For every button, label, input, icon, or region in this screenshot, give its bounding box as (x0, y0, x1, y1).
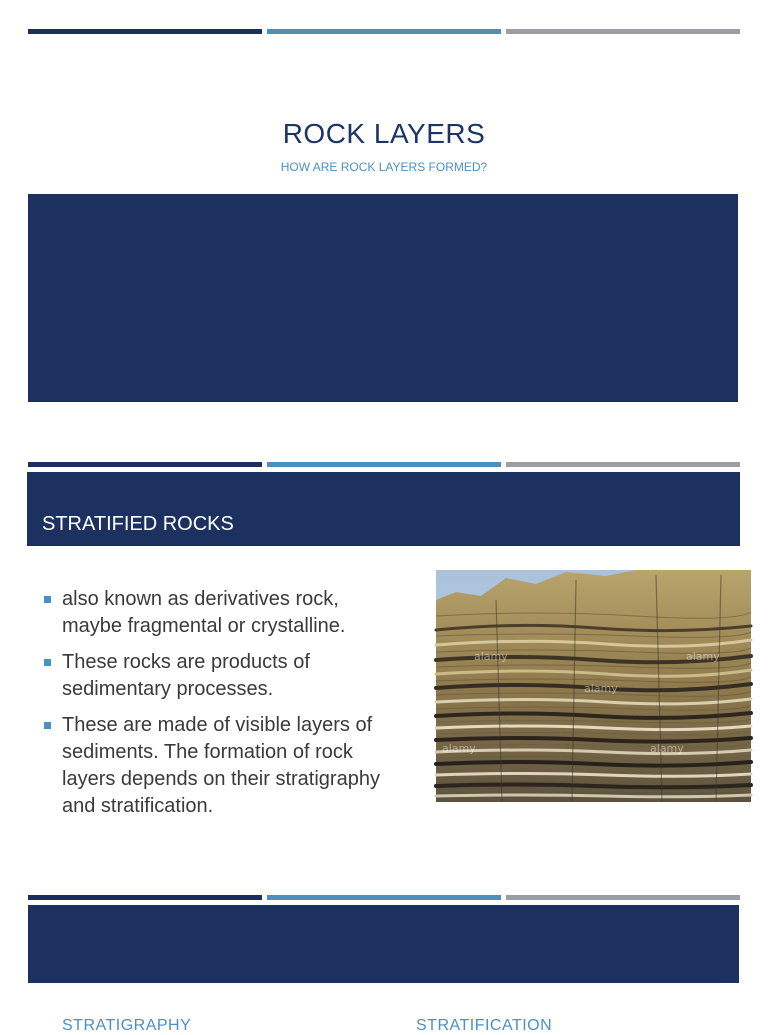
bullet-list (42, 586, 402, 829)
square-bullet-icon (44, 596, 51, 603)
accent-bar-top (28, 29, 740, 34)
svg-text:alamy: alamy (650, 742, 684, 755)
column-heading-stratigraphy: STRATIGRAPHY (62, 1017, 192, 1034)
title-banner-block (28, 194, 738, 402)
accent-segment-blue (267, 29, 501, 34)
accent-segment-dark (28, 895, 262, 900)
layered-rock-cliff-photo (436, 570, 751, 802)
accent-segment-blue (267, 895, 501, 900)
section-heading: STRATIFIED ROCKS (42, 513, 234, 535)
bullet-item (42, 649, 402, 703)
bullet-item (42, 712, 402, 820)
accent-segment-grey (506, 462, 740, 467)
accent-segment-grey (506, 895, 740, 900)
svg-text:alamy: alamy (442, 742, 476, 755)
svg-text:alamy: alamy (584, 682, 618, 695)
column-heading-stratification: STRATIFICATION (416, 1017, 553, 1034)
svg-text:alamy: alamy (474, 650, 508, 663)
accent-segment-grey (506, 29, 740, 34)
bullet-item (42, 586, 402, 640)
section-header-banner (28, 905, 739, 983)
bullet-text: also known as derivatives rock, maybe fragmental or crystalline. (62, 588, 346, 637)
slide-title: ROCK LAYERS (282, 118, 486, 149)
svg-text:alamy: alamy (686, 650, 720, 663)
accent-bar-slide2 (28, 462, 740, 467)
accent-segment-dark (28, 29, 262, 34)
accent-segment-blue (267, 462, 501, 467)
bullet-text: These rocks are products of sedimentary processes. (62, 651, 310, 700)
square-bullet-icon (44, 659, 51, 666)
accent-segment-dark (28, 462, 262, 467)
square-bullet-icon (44, 722, 51, 729)
accent-bar-slide3 (28, 895, 740, 900)
bullet-text: These are made of visible layers of sediments. The formation of rock layers depends on their stratigraphy and stratification. (62, 714, 380, 817)
slide-subtitle: HOW ARE ROCK LAYERS FORMED? (280, 160, 488, 174)
